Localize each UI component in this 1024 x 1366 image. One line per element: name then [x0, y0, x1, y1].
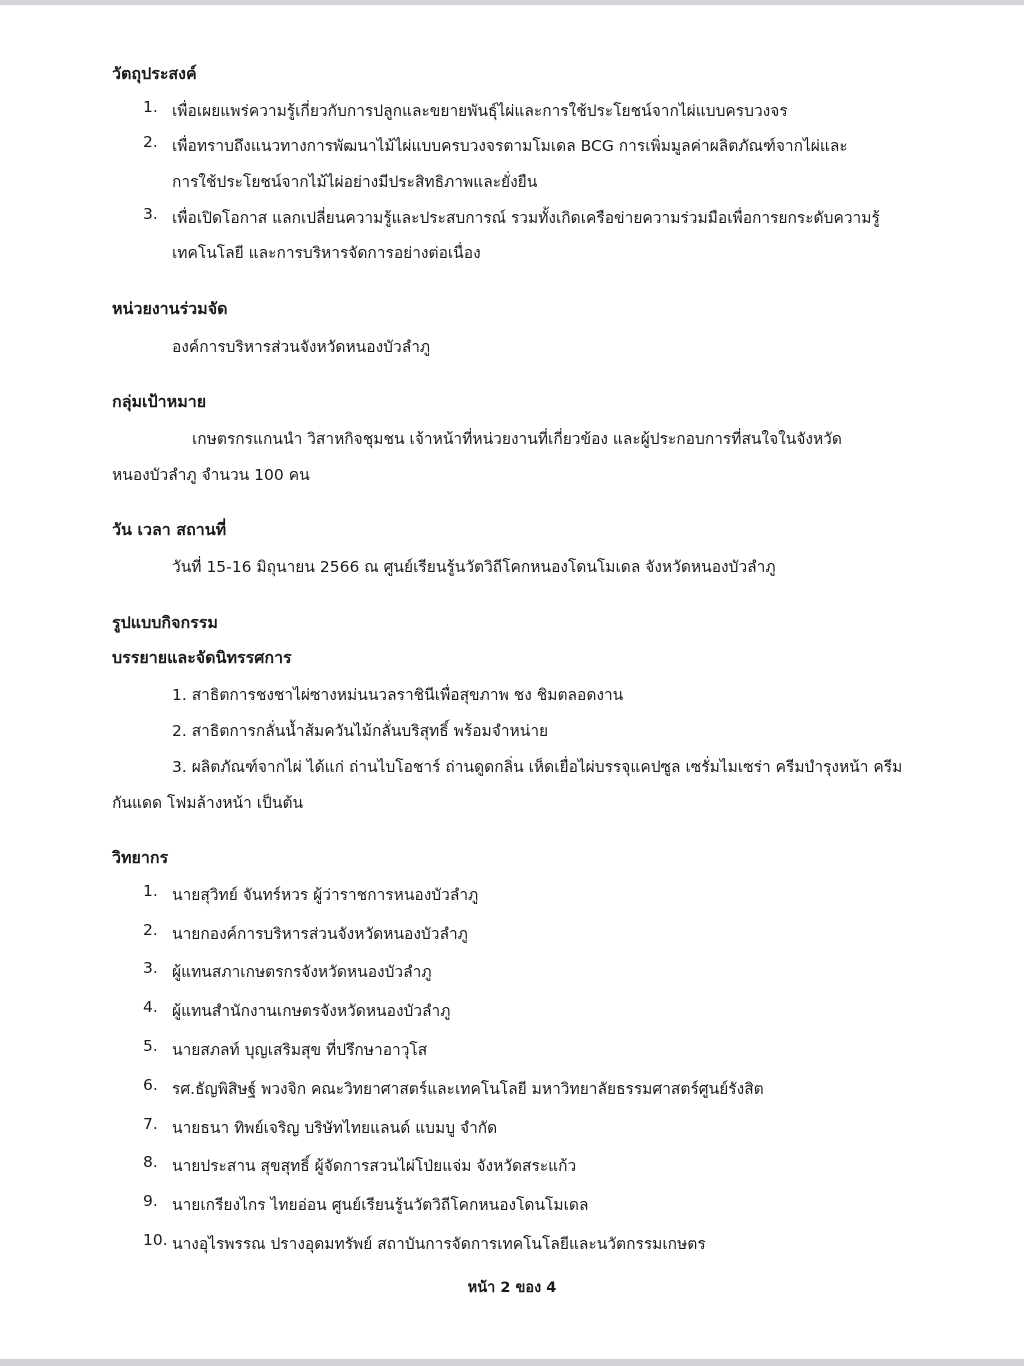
activities-heading: รูปแบบกิจกรรม: [112, 613, 218, 632]
objectives-heading: วัตถุประสงค์: [112, 64, 197, 83]
activities-subheading: บรรยายและจัดนิทรรศการ: [112, 648, 292, 667]
speaker-item: นายธนา ทิพย์เจริญ บริษัทไทยแลนด์ แบมบู จำกัด: [172, 1119, 498, 1137]
speaker-number: 10.: [143, 1231, 168, 1249]
speaker-number: 6.: [143, 1076, 158, 1094]
speaker-item: รศ.ธัญพิสิษฐ์ พวงจิก คณะวิทยาศาสตร์และเทคโนโลยี มหาวิทยาลัยธรรมศาสตร์ศูนย์รังสิต: [172, 1080, 764, 1098]
objective-number: 1.: [143, 98, 158, 116]
activity-item: 3. ผลิตภัณฑ์จากไผ่ ได้แก่ ถ่านไบโอชาร์ ถ่านดูดกลิ่น เห็ดเยื่อไผ่บรรจุแคปซูล เซรั่มไมเซร่า ครีมบำรุงหน้า ครีม: [172, 758, 903, 776]
bottom-border: [0, 1359, 1024, 1366]
co-host-text: องค์การบริหารส่วนจังหวัดหนองบัวลำภู: [172, 338, 431, 356]
date-place-heading: วัน เวลา สถานที่: [112, 520, 227, 539]
speaker-number: 7.: [143, 1115, 158, 1133]
speaker-item: ผู้แทนสภาเกษตรกรจังหวัดหนองบัวลำภู: [172, 963, 432, 981]
speaker-item: นางอุไรพรรณ ปรางอุดมทรัพย์ สถาบันการจัดการเทคโนโลยีและนวัตกรรมเกษตร: [172, 1235, 706, 1253]
activity-item: กันแดด โฟมล้างหน้า เป็นต้น: [112, 794, 304, 812]
speaker-number: 1.: [143, 882, 158, 900]
speaker-number: 9.: [143, 1192, 158, 1210]
speaker-item: นายเกรียงไกร ไทยอ่อน ศูนย์เรียนรู้นวัตวิถีโคกหนองโดนโมเดล: [172, 1196, 589, 1214]
speaker-number: 5.: [143, 1037, 158, 1055]
speaker-number: 3.: [143, 959, 158, 977]
target-heading: กลุ่มเป้าหมาย: [112, 392, 207, 411]
page-number: หน้า 2 ของ 4: [467, 1280, 557, 1296]
date-place-text: วันที่ 15-16 มิถุนายน 2566 ณ ศูนย์เรียนรู้นวัตวิถีโคกหนองโดนโมเดล จังหวัดหนองบัวลำภู: [172, 558, 776, 576]
activity-item: 2. สาธิตการกลั่นน้ำส้มควันไม้กลั่นบริสุทธิ์ พร้อมจำหน่าย: [172, 722, 549, 740]
objective-text: การใช้ประโยชน์จากไม้ไผ่อย่างมีประสิทธิภาพและยั่งยืน: [172, 173, 538, 191]
objective-text: เทคโนโลยี และการบริหารจัดการอย่างต่อเนื่อง: [172, 244, 481, 262]
speaker-number: 2.: [143, 921, 158, 939]
speakers-heading: วิทยากร: [112, 848, 169, 867]
target-text: เกษตรกรแกนนำ วิสาหกิจชุมชน เจ้าหน้าที่หน่วยงานที่เกี่ยวข้อง และผู้ประกอบการที่สนใจในจังหวัด: [192, 430, 842, 448]
speaker-item: นายสภลท์ บุญเสริมสุข ที่ปรึกษาอาวุโส: [172, 1041, 428, 1059]
speaker-item: นายสุวิทย์ จันทร์หวร ผู้ว่าราชการหนองบัวลำภู: [172, 886, 479, 904]
target-text: หนองบัวลำภู จำนวน 100 คน: [112, 466, 310, 484]
objective-text: เพื่อเปิดโอกาส แลกเปลี่ยนความรู้และประสบการณ์ รวมทั้งเกิดเครือข่ายความร่วมมือเพื่อการยกระดับความรู้: [172, 209, 880, 227]
co-host-heading: หน่วยงานร่วมจัด: [112, 299, 228, 318]
objective-text: เพื่อทราบถึงแนวทางการพัฒนาไม้ไผ่แบบครบวงจรตามโมเดล BCG การเพิ่มมูลค่าผลิตภัณฑ์จากไผ่และ: [172, 137, 848, 155]
speaker-item: นายประสาน สุขสุทธิ์ ผู้จัดการสวนไผ่โป่ยแจ่ม จังหวัดสระแก้ว: [172, 1157, 577, 1175]
speaker-item: นายกองค์การบริหารส่วนจังหวัดหนองบัวลำภู: [172, 925, 468, 943]
objective-number: 3.: [143, 205, 158, 223]
objective-text: เพื่อเผยแพร่ความรู้เกี่ยวกับการปลูกและขยายพันธุ์ไผ่และการใช้ประโยชน์จากไผ่แบบครบวงจร: [172, 102, 788, 120]
speaker-number: 8.: [143, 1153, 158, 1171]
speaker-number: 4.: [143, 998, 158, 1016]
activity-item: 1. สาธิตการชงชาไผ่ซางหม่นนวลราชินีเพื่อสุขภาพ ชง ชิมตลอดงาน: [172, 686, 624, 704]
objective-number: 2.: [143, 133, 158, 151]
speaker-item: ผู้แทนสำนักงานเกษตรจังหวัดหนองบัวลำภู: [172, 1002, 451, 1020]
